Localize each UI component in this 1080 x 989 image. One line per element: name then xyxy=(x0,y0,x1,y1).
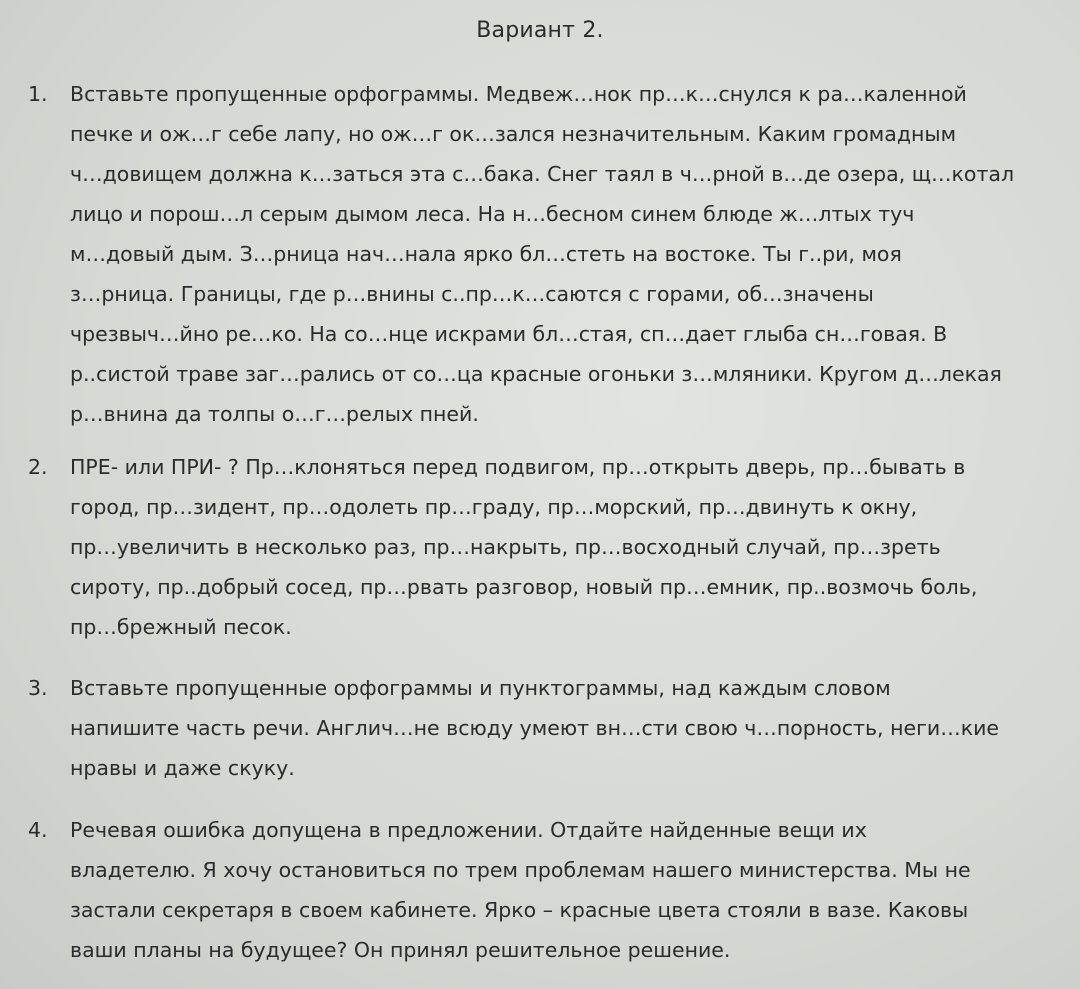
text-line: застали секретаря в своем кабинете. Ярко – красные цвета стояли в вазе. Каковы xyxy=(70,898,969,922)
text-line: Вставьте пропущенные орфограммы и пунктограммы, над каждым словом xyxy=(70,676,891,700)
text-line: лицо и порош…л серым дымом леса. На н…бесном синем блюде ж…лтых туч xyxy=(70,202,915,226)
text-line: р..систой траве заг…рались от со…ца красные огоньки з…мляники. Кругом д…лекая xyxy=(70,362,1002,386)
text-line: сироту, пр..добрый сосед, пр…рвать разговор, новый пр…емник, пр..возмочь боль, xyxy=(70,575,978,599)
task-number: 4. xyxy=(28,818,48,842)
text-line: ПРЕ- или ПРИ- ? Пр…клоняться перед подвигом, пр…открыть дверь, пр…бывать в xyxy=(70,455,966,479)
text-line: владетелю. Я хочу остановиться по трем проблемам нашего министерства. Мы не xyxy=(70,858,971,882)
task-number: 2. xyxy=(28,455,48,479)
text-line: Речевая ошибка допущена в предложении. Отдайте найденные вещи их xyxy=(70,818,867,842)
text-line: пр…брежный песок. xyxy=(70,615,292,639)
text-line: чрезвыч…йно ре…ко. На со…нце искрами бл…стая, сп…дает глыба сн…говая. В xyxy=(70,322,948,346)
text-line: напишите часть речи. Англич…не всюду умеют вн…сти свою ч…порность, неги…кие xyxy=(70,716,1000,740)
task-text xyxy=(70,810,1066,970)
task-number: 3. xyxy=(28,676,48,700)
text-line: нравы и даже скуку. xyxy=(70,756,295,780)
text-line: р…внина да толпы о…г…релых пней. xyxy=(70,402,479,426)
text-line: Вставьте пропущенные орфограммы. Медвеж…нок пр…к…снулся к ра…каленной xyxy=(70,82,967,106)
task-4 xyxy=(28,810,1066,970)
text-line: з…рница. Границы, где р…внины с..пр…к…саются с горами, об…значены xyxy=(70,282,874,306)
task-number: 1. xyxy=(28,82,48,106)
task-text xyxy=(70,74,1066,434)
text-line: ваши планы на будущее? Он принял решительное решение. xyxy=(70,938,731,962)
text-line: город, пр…зидент, пр…одолеть пр…граду, пр…морский, пр…двинуть к окну, xyxy=(70,495,918,519)
text-line: ч…довищем должна к…заться эта с…бака. Снег таял в ч…рной в…де озера, щ…котал xyxy=(70,162,1015,186)
text-line: м…довый дым. З…рница нач…нала ярко бл…стеть на востоке. Ты г..ри, моя xyxy=(70,242,902,266)
task-1 xyxy=(28,74,1066,434)
text-line: пр…увеличить в несколько раз, пр…накрыть, пр…восходный случай, пр…зреть xyxy=(70,535,941,559)
task-3 xyxy=(28,668,1066,788)
text-line: печке и ож…г себе лапу, но ож…г ок…зался незначительным. Каким громадным xyxy=(70,122,957,146)
task-text xyxy=(70,668,1066,788)
task-text xyxy=(70,447,1066,647)
document-title: Вариант 2. xyxy=(476,18,604,43)
task-2 xyxy=(28,447,1066,647)
